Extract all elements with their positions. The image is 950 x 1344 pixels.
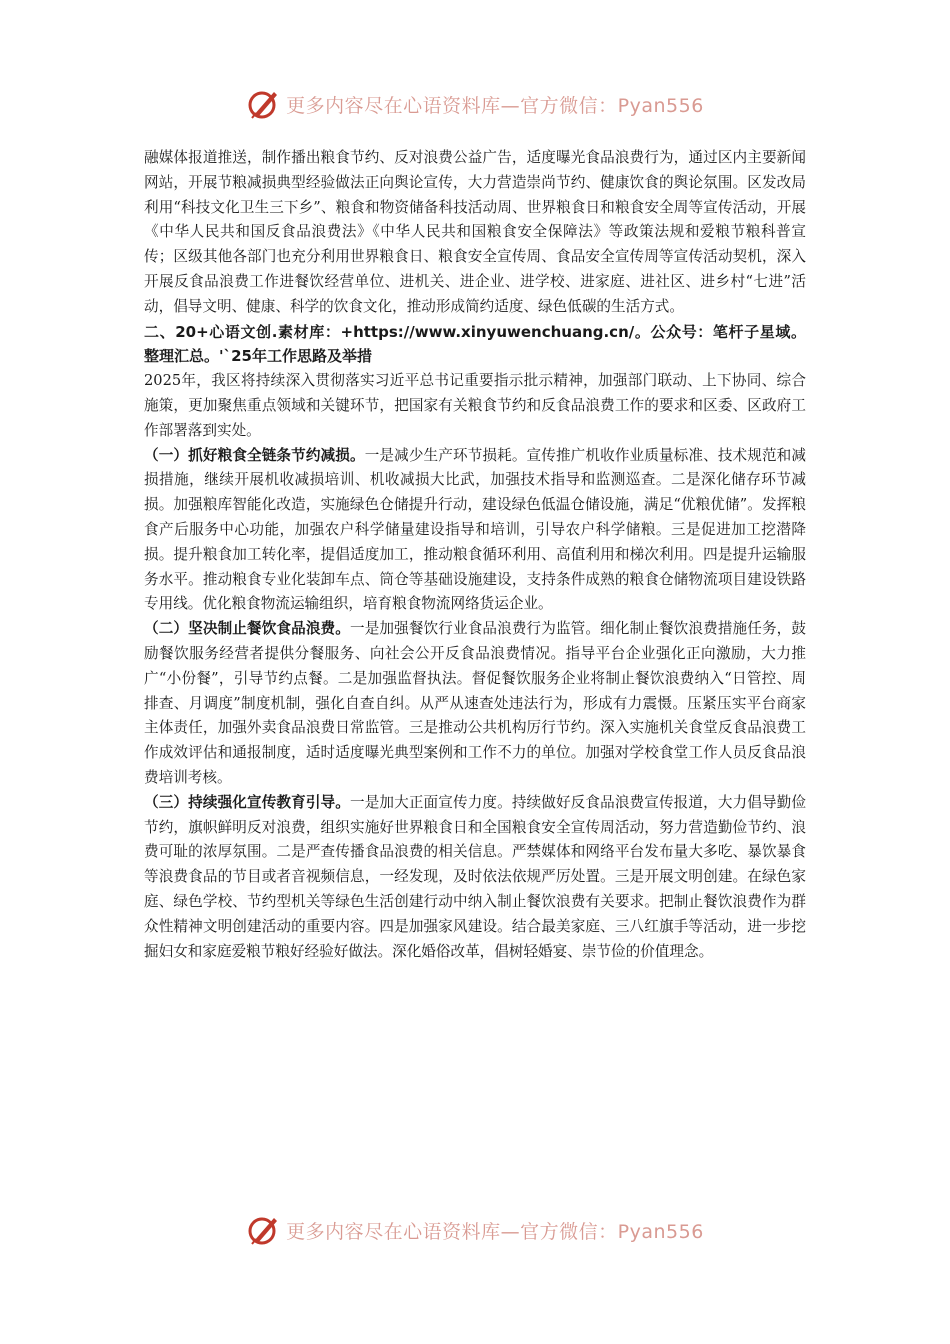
paragraph-section-2 xyxy=(144,617,806,791)
header-watermark xyxy=(0,84,950,124)
quill-logo-icon xyxy=(246,87,280,121)
section-heading: 二、20+心语文创.素材库：+https://www.xinyuwenchuang.cn/。公众号：笔杆子星域。整理汇总。'`25年工作思路及举措 xyxy=(144,322,806,366)
section-3-text: 一是加大正面宣传力度。持续做好反食品浪费宣传报道，大力倡导勤俭节约，旗帜鲜明反对浪费，组织实施好世界粮食日和全国粮食安全宣传周活动，努力营造勤俭节约、浪费可耻的浓厚氛围。二是严查传播食品浪费的相关信息。严禁媒体和网络平台发布量大多吃、暴饮暴食等浪费食品的节目或者音视频信息，一经发现，及时依法依规严厉处置。三是开展文明创建。在绿色家庭、绿色学校、节约型机关等绿色生活创建行动中纳入制止餐饮浪费有关要求。把制止餐饮浪费作为群众性精神文明创建活动的重要内容。四是加强家风建设。结合最美家庭、三八红旗手等活动，进一步挖掘妇女和家庭爱粮节粮好经验好做法。深化婚俗改革，倡树轻婚宴、崇节俭的价值理念。 xyxy=(144,793,806,960)
paragraph-section-3 xyxy=(144,791,806,965)
watermark-text: 更多内容尽在心语资料库—官方微信：Pyan556 xyxy=(286,1220,704,1243)
section-2-text: 一是加强餐饮行业食品浪费行为监管。细化制止餐饮浪费措施任务，鼓励餐饮服务经营者提供分餐服务、向社会公开反食品浪费情况。指导平台企业强化正向激励，大力推广“小份餐”，引导节约点餐。二是加强监督执法。督促餐饮服务企业将制止餐饮浪费纳入“日管控、周排查、月调度”制度机制，强化自查自纠。从严从速查处违法行为，形成有力震慑。压紧压实平台商家主体责任，加强外卖食品浪费日常监管。三是推动公共机构厉行节约。深入实施机关食堂反食品浪费工作成效评估和通报制度，适时适度曝光典型案例和工作不力的单位。加强对学校食堂工作人员反食品浪费培训考核。 xyxy=(144,620,806,786)
section-3-lead: （三）持续强化宣传教育引导。 xyxy=(144,793,350,811)
document-body xyxy=(144,146,806,964)
quill-logo-icon xyxy=(246,1213,280,1247)
section-1-text: 一是减少生产环节损耗。宣传推广机收作业质量标准、技术规范和减损措施，继续开展机收减损培训、机收减损大比武，加强技术指导和监测巡查。二是深化储存环节减损。加强粮库智能化改造，实施绿色仓储提升行动，建设绿色低温仓储设施，满足“优粮优储”。发挥粮食产后服务中心功能，加强农户科学储量建设指导和培训，引导农户科学储粮。三是促进加工挖潜降损。提升粮食加工转化率，提倡适度加工，推动粮食循环利用、高值利用和梯次利用。四是提升运输服务水平。推动粮食专业化装卸车点、筒仓等基础设施建设，支持条件成熟的粮食仓储物流项目建设铁路专用线。优化粮食物流运输组织，培育粮食物流网络货运企业。 xyxy=(144,446,806,613)
footer-watermark xyxy=(0,1210,950,1250)
paragraph-overview: 2025年，我区将持续深入贯彻落实习近平总书记重要指示批示精神，加强部门联动、上下协同、综合施策，更加聚焦重点领域和关键环节，把国家有关粮食节约和反食品浪费工作的要求和区委、区政府工作部署落到实处。 xyxy=(144,372,806,439)
paragraph-section-1 xyxy=(144,444,806,618)
paragraph-intro: 融媒体报道推送，制作播出粮食节约、反对浪费公益广告，适度曝光食品浪费行为，通过区内主要新闻网站，开展节粮减损典型经验做法正向舆论宣传，大力营造崇尚节约、健康饮食的舆论氛围。区发改局利用“科技文化卫生三下乡”、粮食和物资储备科技活动周、世界粮食日和粮食安全周等宣传活动，开展《中华人民共和国反食品浪费法》《中华人民共和国粮食安全保障法》等政策法规和爱粮节粮科普宣传；区级其他各部门也充分利用世界粮食日、粮食安全宣传周、食品安全宣传周等宣传活动契机，深入开展反食品浪费工作进餐饮经营单位、进机关、进企业、进学校、进家庭、进社区、进乡村“七进”活动，倡导文明、健康、科学的饮食文化，推动形成简约适度、绿色低碳的生活方式。 xyxy=(144,149,806,315)
section-2-lead: （二）坚决制止餐饮食品浪费。 xyxy=(144,620,350,638)
watermark-text: 更多内容尽在心语资料库—官方微信：Pyan556 xyxy=(286,94,704,117)
section-1-lead: （一）抓好粮食全链条节约减损。 xyxy=(144,446,365,464)
